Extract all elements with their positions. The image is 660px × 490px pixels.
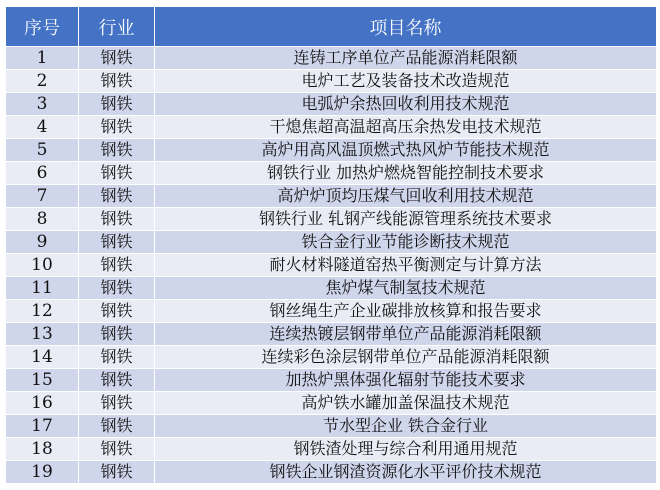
cell-number: 6 [6, 162, 79, 185]
cell-number: 4 [6, 116, 79, 139]
table-row [6, 139, 657, 162]
cell-industry: 钢铁 [79, 116, 155, 139]
cell-industry: 钢铁 [79, 208, 155, 231]
cell-industry: 钢铁 [79, 162, 155, 185]
cell-number: 19 [6, 461, 79, 484]
cell-industry: 钢铁 [79, 185, 155, 208]
cell-number: 14 [6, 346, 79, 369]
cell-number: 8 [6, 208, 79, 231]
cell-number: 17 [6, 415, 79, 438]
cell-industry: 钢铁 [79, 461, 155, 484]
cell-number: 3 [6, 93, 79, 116]
cell-number: 9 [6, 231, 79, 254]
cell-industry: 钢铁 [79, 369, 155, 392]
cell-number: 1 [6, 47, 79, 70]
cell-industry: 钢铁 [79, 346, 155, 369]
cell-project-name: 连续彩色涂层钢带单位产品能源消耗限额 [155, 346, 657, 369]
cell-number: 5 [6, 139, 79, 162]
cell-number: 2 [6, 70, 79, 93]
cell-project-name: 节水型企业 铁合金行业 [155, 415, 657, 438]
table-row [6, 415, 657, 438]
table-row [6, 277, 657, 300]
cell-number: 18 [6, 438, 79, 461]
cell-project-name: 钢铁行业 加热炉燃烧智能控制技术要求 [155, 162, 657, 185]
header-row [6, 7, 657, 47]
table-row [6, 231, 657, 254]
cell-number: 11 [6, 277, 79, 300]
table-row [6, 300, 657, 323]
table-row [6, 369, 657, 392]
table-header [6, 7, 657, 47]
cell-number: 10 [6, 254, 79, 277]
cell-project-name: 高炉炉顶均压煤气回收利用技术规范 [155, 185, 657, 208]
cell-project-name: 电弧炉余热回收利用技术规范 [155, 93, 657, 116]
table-row [6, 254, 657, 277]
table-body [6, 47, 657, 484]
cell-project-name: 焦炉煤气制氢技术规范 [155, 277, 657, 300]
cell-project-name: 干熄焦超高温超高压余热发电技术规范 [155, 116, 657, 139]
cell-project-name: 加热炉黑体强化辐射节能技术要求 [155, 369, 657, 392]
table-row [6, 116, 657, 139]
cell-project-name: 高炉用高风温顶燃式热风炉节能技术规范 [155, 139, 657, 162]
table-row [6, 185, 657, 208]
table-row [6, 70, 657, 93]
cell-project-name: 钢铁企业钢渣资源化水平评价技术规范 [155, 461, 657, 484]
cell-project-name: 钢丝绳生产企业碳排放核算和报告要求 [155, 300, 657, 323]
cell-number: 12 [6, 300, 79, 323]
header-industry: 行业 [79, 7, 155, 47]
cell-industry: 钢铁 [79, 47, 155, 70]
cell-project-name: 电炉工艺及装备技术改造规范 [155, 70, 657, 93]
header-project-name: 项目名称 [155, 7, 657, 47]
cell-number: 15 [6, 369, 79, 392]
cell-industry: 钢铁 [79, 438, 155, 461]
cell-project-name: 钢铁渣处理与综合利用通用规范 [155, 438, 657, 461]
cell-number: 16 [6, 392, 79, 415]
table-row [6, 346, 657, 369]
table-row [6, 438, 657, 461]
cell-industry: 钢铁 [79, 415, 155, 438]
cell-project-name: 连续热镀层钢带单位产品能源消耗限额 [155, 323, 657, 346]
cell-number: 13 [6, 323, 79, 346]
cell-number: 7 [6, 185, 79, 208]
cell-industry: 钢铁 [79, 70, 155, 93]
cell-industry: 钢铁 [79, 254, 155, 277]
table-row [6, 208, 657, 231]
cell-industry: 钢铁 [79, 139, 155, 162]
table-row [6, 323, 657, 346]
cell-project-name: 连铸工序单位产品能源消耗限额 [155, 47, 657, 70]
cell-industry: 钢铁 [79, 277, 155, 300]
table-row [6, 392, 657, 415]
cell-project-name: 耐火材料隧道窑热平衡测定与计算方法 [155, 254, 657, 277]
cell-industry: 钢铁 [79, 323, 155, 346]
cell-project-name: 钢铁行业 轧钢产线能源管理系统技术要求 [155, 208, 657, 231]
standards-table-container [5, 6, 656, 484]
header-no: 序号 [6, 7, 79, 47]
table-row [6, 93, 657, 116]
table-row [6, 162, 657, 185]
table-row [6, 461, 657, 484]
cell-industry: 钢铁 [79, 392, 155, 415]
cell-industry: 钢铁 [79, 93, 155, 116]
table-row [6, 47, 657, 70]
cell-project-name: 铁合金行业节能诊断技术规范 [155, 231, 657, 254]
standards-table [5, 6, 657, 484]
cell-industry: 钢铁 [79, 231, 155, 254]
cell-project-name: 高炉铁水罐加盖保温技术规范 [155, 392, 657, 415]
cell-industry: 钢铁 [79, 300, 155, 323]
